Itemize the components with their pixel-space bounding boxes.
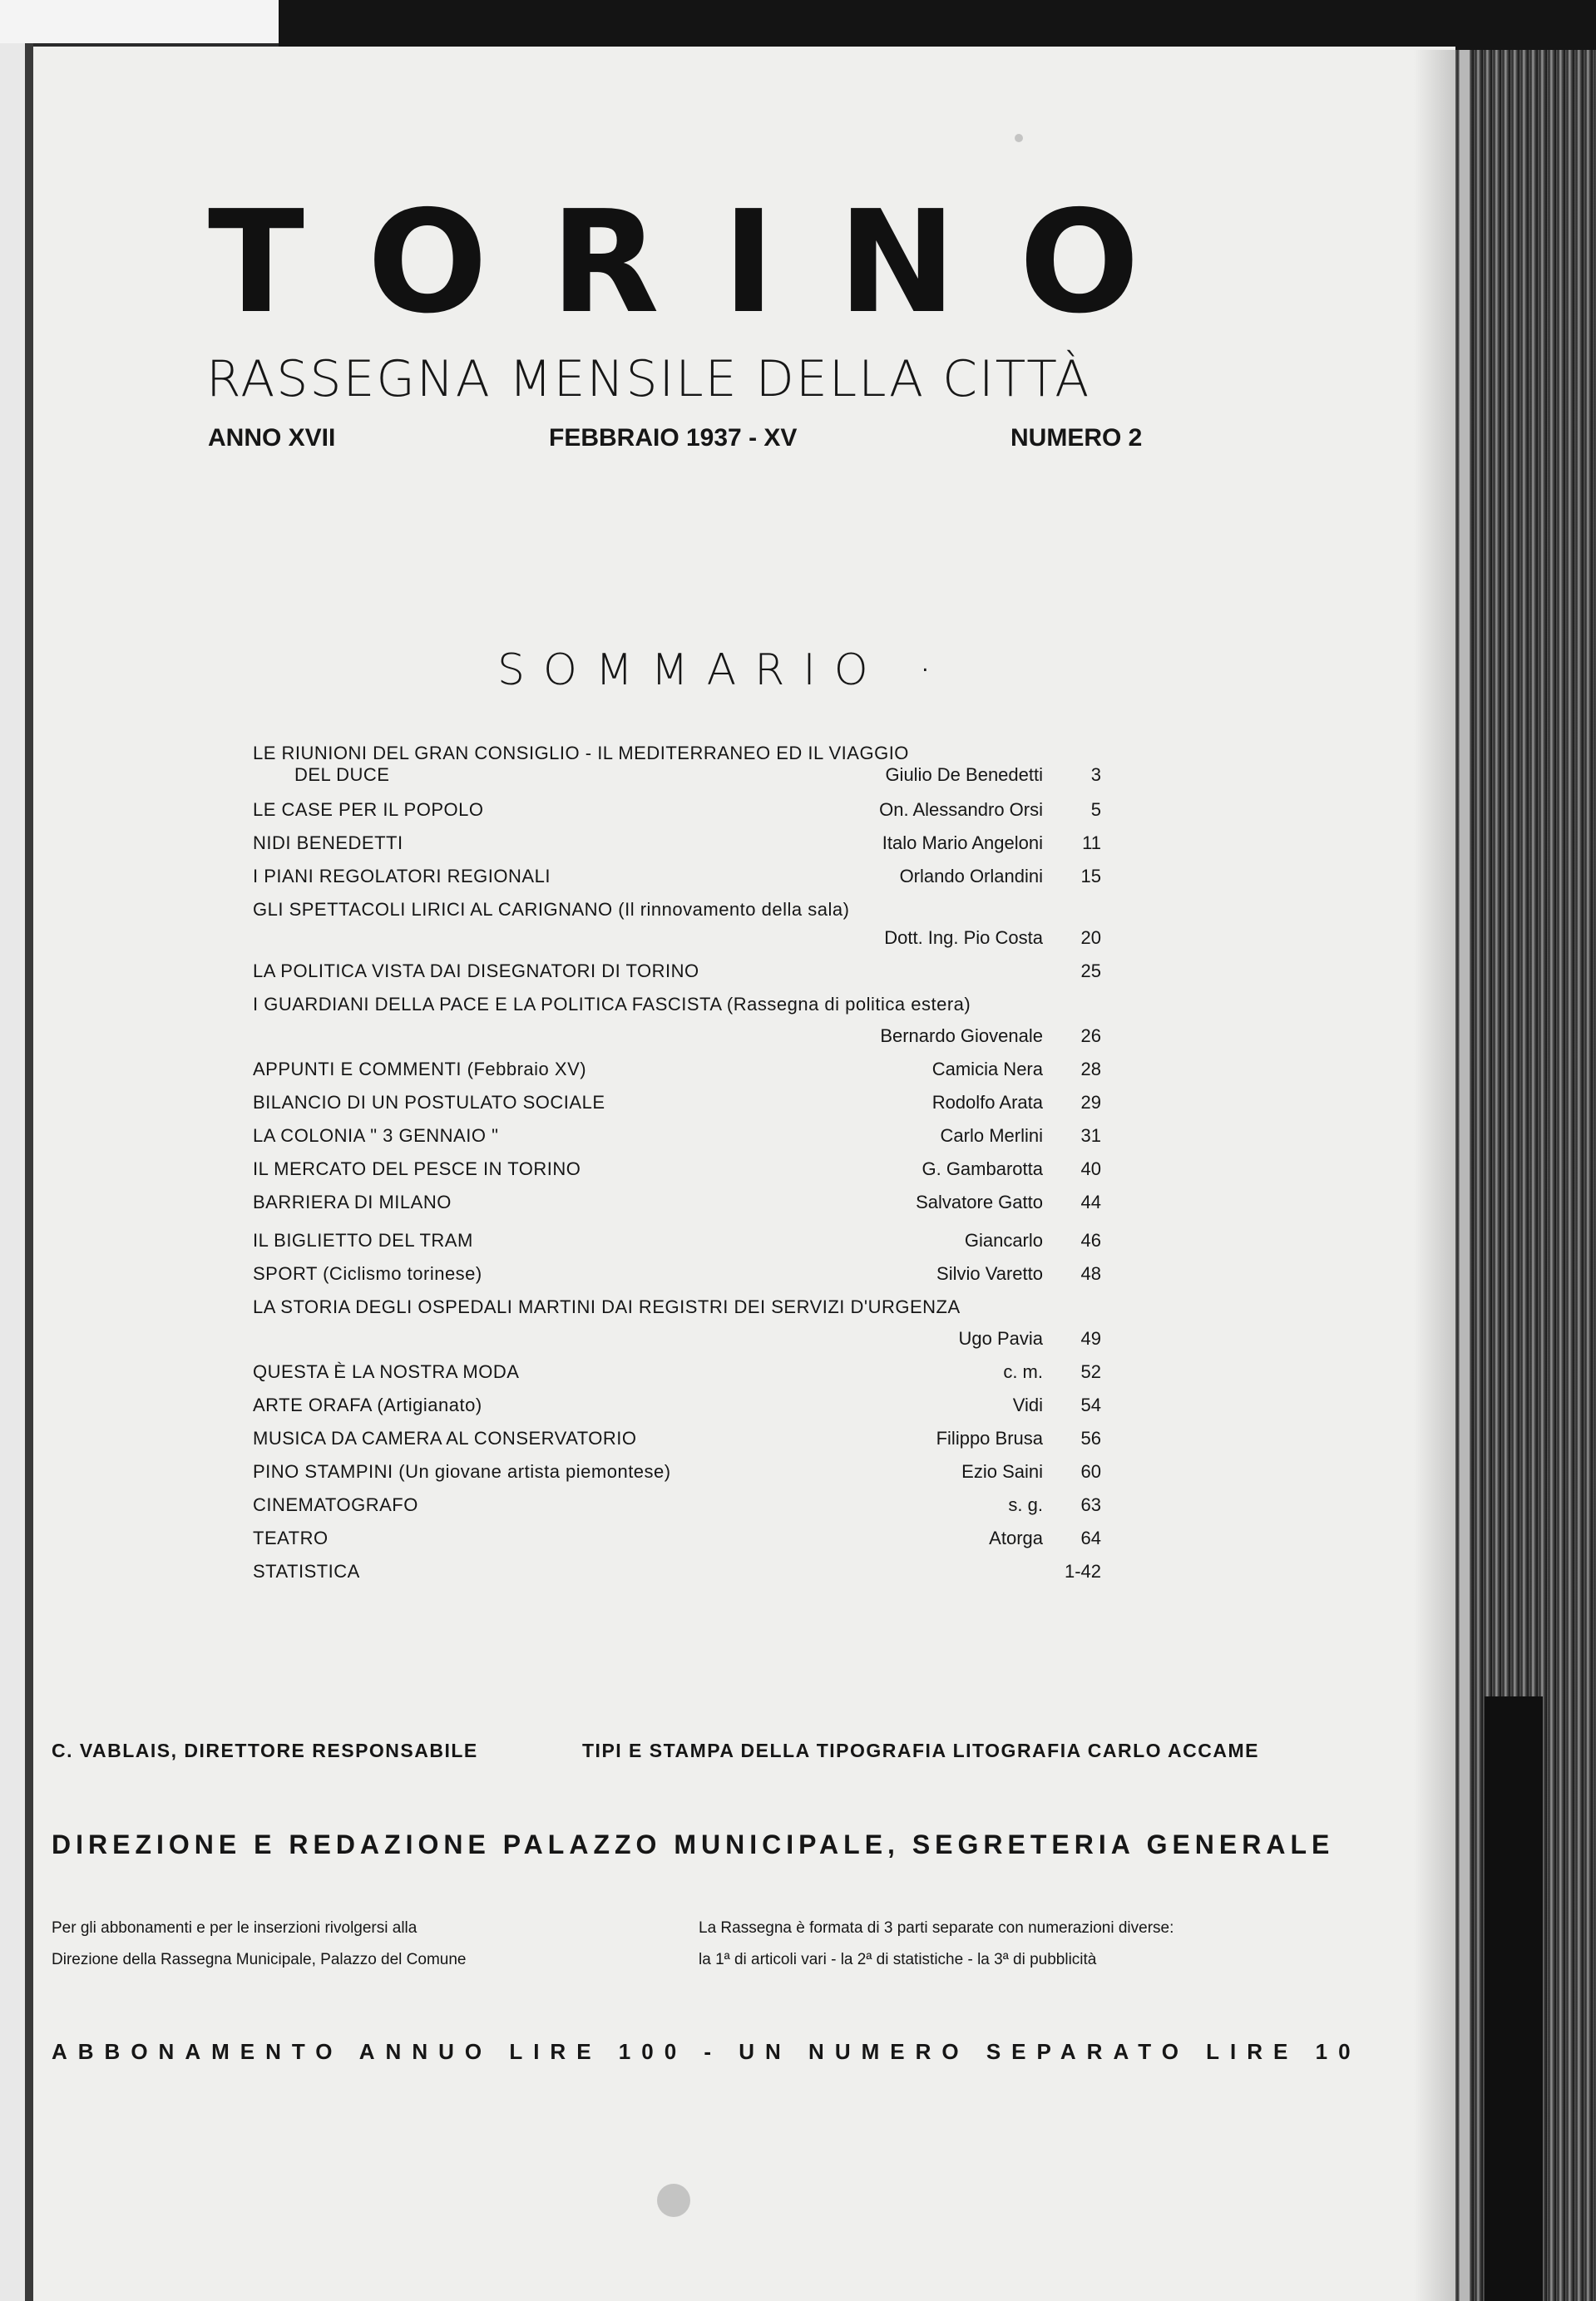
toc-author: Italo Mario Angeloni [882, 832, 1043, 853]
printer-line: TIPI E STAMPA DELLA TIPOGRAFIA LITOGRAFIA CARLO ACCAME [582, 1740, 1259, 1761]
toc-page: 28 [1080, 1059, 1101, 1079]
toc-author: Carlo Merlini [940, 1125, 1043, 1146]
toc-page: 40 [1080, 1158, 1101, 1179]
paper-speck [1015, 134, 1023, 142]
issue-number: NUMERO 2 [1010, 424, 1143, 452]
masthead-letter: O [367, 180, 488, 345]
toc-author: G. Gambarotta [922, 1158, 1043, 1179]
toc-title: IL BIGLIETTO DEL TRAM [253, 1230, 473, 1251]
toc-entry [253, 1525, 1101, 1552]
format-note-line: La Rassegna è formata di 3 parti separate con numerazioni diverse: [699, 1919, 1174, 1937]
toc-entry [253, 1425, 1101, 1452]
toc-title: LA COLONIA " 3 GENNAIO " [253, 1125, 499, 1146]
toc-page: 54 [1080, 1395, 1101, 1415]
toc-page: 64 [1080, 1528, 1101, 1548]
masthead-letter: R [550, 180, 660, 345]
toc-author: Giulio De Benedetti [885, 764, 1043, 785]
toc-title: STATISTICA [253, 1561, 360, 1582]
toc-author: Filippo Brusa [936, 1428, 1043, 1449]
toc-page: 25 [1080, 960, 1101, 981]
toc-author: On. Alessandro Orsi [879, 799, 1043, 820]
toc-entry [253, 830, 1101, 857]
toc-author: s. g. [1008, 1494, 1043, 1515]
toc-author: Orlando Orlandini [899, 866, 1043, 886]
scan-border-top-left [0, 0, 279, 43]
toc-page: 48 [1080, 1263, 1101, 1284]
toc-page: 20 [1080, 927, 1101, 948]
toc-author: Salvatore Gatto [916, 1192, 1043, 1212]
paper-stain [657, 2184, 690, 2217]
toc-page: 15 [1080, 866, 1101, 886]
director-line: C. VABLAIS, DIRETTORE RESPONSABILE [52, 1740, 478, 1761]
toc-author: Ezio Saini [961, 1461, 1043, 1482]
toc-author: c. m. [1003, 1361, 1043, 1382]
toc-title: BILANCIO DI UN POSTULATO SOCIALE [253, 1092, 605, 1113]
issue-date: FEBBRAIO 1937 - XV [549, 424, 798, 452]
toc-entry [253, 1392, 1101, 1419]
toc-author: Dott. Ing. Pio Costa [884, 927, 1043, 948]
toc-page: 3 [1090, 764, 1101, 785]
toc-page: 46 [1080, 1230, 1101, 1251]
toc-page: 1-42 [1064, 1561, 1101, 1582]
toc-title-continuation: DEL DUCE [294, 764, 390, 785]
toc-entry [253, 863, 1101, 890]
toc-author: Vidi [1012, 1395, 1043, 1415]
toc-author: Ugo Pavia [958, 1328, 1043, 1349]
toc-title: TEATRO [253, 1528, 329, 1548]
toc-title: LA STORIA DEGLI OSPEDALI MARTINI DAI REGISTRI DEI SERVIZI D'URGENZA [253, 1296, 961, 1317]
subtitle: RASSEGNA MENSILE DELLA CITTÀ [206, 350, 1091, 408]
toc-page: 29 [1080, 1092, 1101, 1113]
toc-title: I GUARDIANI DELLA PACE E LA POLITICA FASCISTA (Rassegna di politica estera) [253, 994, 971, 1015]
toc-title: QUESTA È LA NOSTRA MODA [253, 1361, 520, 1382]
book-page-edge-light [1460, 50, 1470, 2301]
toc-title: PINO STAMPINI (Un giovane artista piemontese) [253, 1461, 671, 1482]
toc-entry [253, 1123, 1101, 1149]
toc-title: LA POLITICA VISTA DAI DISEGNATORI DI TORINO [253, 960, 699, 981]
toc-page: 63 [1080, 1494, 1101, 1515]
toc-title: APPUNTI E COMMENTI (Febbraio XV) [253, 1059, 587, 1079]
toc-title: NIDI BENEDETTI [253, 832, 403, 853]
toc-page: 49 [1080, 1328, 1101, 1349]
toc-entry [253, 1056, 1101, 1083]
toc-entry [253, 1459, 1101, 1485]
toc-page: 31 [1080, 1125, 1101, 1146]
toc-page: 56 [1080, 1428, 1101, 1449]
issue-year: ANNO XVII [208, 424, 336, 452]
toc-page: 44 [1080, 1192, 1101, 1212]
toc-entry [253, 1558, 1101, 1585]
toc-title: IL MERCATO DEL PESCE IN TORINO [253, 1158, 581, 1179]
subscription-price-line: ABBONAMENTO ANNUO LIRE 100 - UN NUMERO SEPARATO LIRE 10 [52, 2039, 1361, 2064]
toc-entry [253, 1261, 1101, 1287]
toc-title: BARRIERA DI MILANO [253, 1192, 452, 1212]
toc-entry [253, 896, 1101, 923]
page-fold-shadow [1414, 50, 1460, 2301]
toc-entry [253, 1294, 1101, 1321]
scan-border-top [279, 0, 1596, 50]
sommario-heading: SOMMARIO · [497, 645, 951, 695]
toc-entry [253, 1156, 1101, 1183]
toc-author: Silvio Varetto [936, 1263, 1043, 1284]
format-note-line: la 1ª di articoli vari - la 2ª di statistiche - la 3ª di pubblicità [699, 1951, 1097, 1968]
toc-title: LE CASE PER IL POPOLO [253, 799, 484, 820]
scan-border-left-shadow [25, 43, 33, 2301]
document-page [33, 47, 1455, 2301]
toc-author: Rodolfo Arata [931, 1092, 1043, 1113]
scan-border-left [0, 43, 27, 2301]
toc-author: Bernardo Giovenale [880, 1025, 1043, 1046]
toc-title: GLI SPETTACOLI LIRICI AL CARIGNANO (Il rinnovamento della sala) [253, 899, 850, 920]
masthead-letter: T [208, 180, 304, 345]
subscription-note [52, 1913, 467, 1976]
toc-title: ARTE ORAFA (Artigianato) [253, 1395, 482, 1415]
masthead-title [208, 180, 1139, 345]
toc-page: 26 [1080, 1025, 1101, 1046]
masthead-letter: I [722, 180, 775, 345]
toc-author: Giancarlo [964, 1230, 1043, 1251]
subscription-note-line: Direzione della Rassegna Municipale, Palazzo del Comune [52, 1951, 467, 1968]
toc-entry [253, 1023, 1101, 1049]
format-note [699, 1913, 1174, 1976]
editorial-office-line: DIREZIONE E REDAZIONE PALAZZO MUNICIPALE, SEGRETERIA GENERALE [52, 1829, 1335, 1859]
toc-page: 52 [1080, 1361, 1101, 1382]
toc-entry [253, 1326, 1101, 1352]
toc-entry [253, 991, 1101, 1018]
toc-page: 5 [1090, 799, 1101, 820]
toc-entry [253, 1492, 1101, 1518]
book-page-edge-dark [1485, 1696, 1543, 2301]
toc-title: MUSICA DA CAMERA AL CONSERVATORIO [253, 1428, 637, 1449]
subscription-note-line: Per gli abbonamenti e per le inserzioni rivolgersi alla [52, 1919, 418, 1937]
toc-entry [253, 925, 1101, 951]
toc-entry [253, 797, 1101, 823]
toc-page: 60 [1080, 1461, 1101, 1482]
toc-page: 11 [1082, 832, 1101, 853]
toc-entry [253, 762, 1101, 788]
toc-entry [253, 1189, 1101, 1216]
toc-title: LE RIUNIONI DEL GRAN CONSIGLIO - IL MEDITERRANEO ED IL VIAGGIO [253, 743, 909, 763]
toc-title: SPORT (Ciclismo torinese) [253, 1263, 482, 1284]
toc-entry [253, 1359, 1101, 1385]
toc-entry [253, 1227, 1101, 1254]
toc-author: Atorga [989, 1528, 1043, 1548]
toc-entry [253, 958, 1101, 985]
toc-title: I PIANI REGOLATORI REGIONALI [253, 866, 551, 886]
toc-author: Camicia Nera [931, 1059, 1043, 1079]
toc-title: CINEMATOGRAFO [253, 1494, 418, 1515]
masthead-letter: O [1019, 180, 1139, 345]
masthead-letter: N [838, 180, 956, 345]
toc-entry [253, 1089, 1101, 1116]
